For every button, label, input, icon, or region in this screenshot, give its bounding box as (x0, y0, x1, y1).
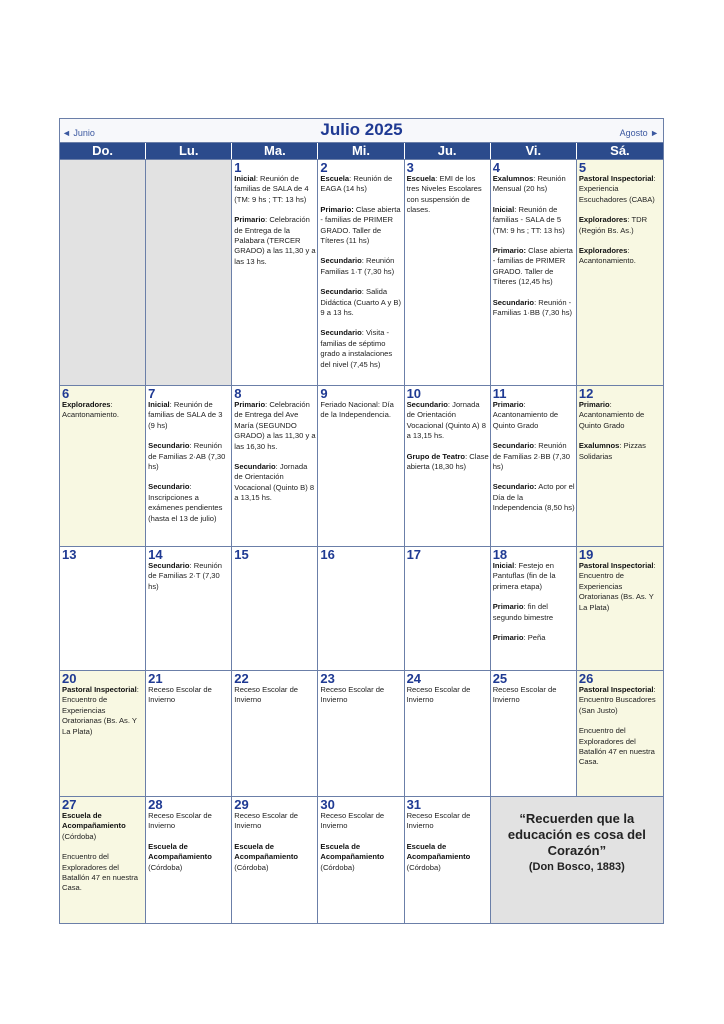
day-cell[interactable] (405, 386, 491, 546)
event-label: Pastoral Inspectorial (578, 685, 654, 694)
event-text: : Jornada de Orientación Vocacional (Quinto A) 8 a 13,15 hs. (406, 400, 486, 441)
day-cell[interactable] (405, 160, 491, 385)
day-cell[interactable] (491, 547, 577, 670)
event-text: : Reunión Familias 1·T (7,30 hs) (320, 256, 395, 276)
event-text: : Reunión de EAGA (14 hs) (320, 174, 393, 194)
event-entry (579, 400, 662, 431)
event-text: : TDR (Región Bs. As.) (578, 215, 648, 235)
day-cell[interactable] (232, 386, 318, 546)
day-cell[interactable] (232, 547, 318, 670)
event-text: : Reunión - Familias 1·BB (7,30 hs) (492, 297, 573, 318)
event-entry (234, 811, 316, 832)
day-number: 17 (406, 547, 422, 562)
event-label: Primario (234, 400, 266, 409)
event-text: : Reunión de familias de SALA de 4 (TM: 9 hs ; TT: 13 hs) (234, 174, 309, 204)
weekday-label: Ju. (405, 143, 491, 159)
event-text: : Pizzas Solidarias (578, 441, 646, 461)
event-label: Exploradores (578, 215, 628, 225)
event-text: : fin del segundo bimestre (492, 602, 554, 622)
day-cell[interactable] (60, 671, 146, 796)
event-text: Encuentro del Exploradores del Batallón 47 en nuestra Casa. (578, 726, 655, 767)
event-label: Secundario (234, 462, 276, 472)
event-text: : Encuentro de Experiencias Oratorianas (Bs. As. Y La Plata) (578, 561, 656, 612)
event-label: Secundario (492, 297, 535, 307)
event-label: Escuela de Acompañamiento (320, 841, 385, 862)
event-label: Primario (492, 400, 524, 409)
event-label: Inicial (148, 400, 170, 409)
event-entry (493, 246, 575, 288)
event-text: Receso Escolar de Invierno (234, 685, 299, 705)
quote-text: “Recuerden que la educación es cosa del Corazón” (507, 811, 646, 858)
event-entry (320, 174, 402, 195)
empty-day-cell (146, 160, 232, 385)
day-number: 22 (234, 671, 249, 686)
event-entry (493, 685, 575, 706)
day-cell[interactable] (60, 797, 146, 923)
event-entry (579, 246, 662, 267)
day-cell[interactable] (232, 671, 318, 796)
event-text: : Salida Didáctica (Cuarto A y B) 9 a 13 hs. (320, 287, 402, 318)
event-entry (148, 561, 230, 592)
event-text: : Acantonamiento. (62, 400, 119, 420)
week-row (60, 546, 663, 670)
day-number: 3 (406, 160, 414, 175)
day-cell[interactable] (146, 547, 232, 670)
event-label: Inicial (492, 204, 515, 214)
day-number: 12 (578, 386, 594, 401)
event-text: : EMI de los tres Niveles Escolares con suspensión de clases. (406, 174, 482, 215)
event-text: Receso Escolar de Invierno (320, 685, 385, 705)
day-cell[interactable] (318, 160, 404, 385)
event-entry (407, 811, 489, 832)
event-text: Receso Escolar de Invierno (492, 685, 557, 705)
event-label: Secundario (148, 441, 190, 451)
event-entry (234, 174, 316, 205)
event-text: : Acantonamiento. (578, 246, 636, 266)
day-number: 30 (320, 797, 335, 812)
event-entry (493, 400, 575, 431)
event-text: Receso Escolar de Invierno (406, 811, 471, 831)
weekday-label: Mi. (318, 143, 404, 159)
day-cell[interactable] (146, 671, 232, 796)
event-label: Secundario (148, 482, 190, 492)
event-text: : Experiencia Escuchadores (CABA) (578, 174, 656, 204)
day-number: 29 (234, 797, 249, 812)
event-entry (493, 482, 575, 513)
event-entry (493, 633, 575, 643)
week-row (60, 796, 663, 923)
event-text: : Reunión Mensual (20 hs) (492, 174, 566, 194)
week-row (60, 159, 663, 385)
event-text: Clase abierta - familias de PRIMER GRADO. Taller de Títeres (12,45 hs) (492, 246, 573, 287)
day-cell[interactable] (318, 386, 404, 546)
event-text: Receso Escolar de Invierno (234, 811, 299, 831)
event-entry (407, 685, 489, 706)
event-label: Grupo de Teatro (406, 451, 466, 461)
event-entry (148, 400, 230, 431)
day-cell[interactable] (232, 797, 318, 923)
event-text: (Córdoba) (234, 862, 269, 872)
day-number: 13 (62, 547, 77, 562)
empty-day-cell (60, 160, 146, 385)
event-entry (579, 685, 662, 716)
event-entry (320, 811, 402, 832)
event-label: Exalumnos (492, 174, 534, 183)
event-label: Inicial (492, 561, 515, 570)
event-label: Exploradores (62, 400, 111, 409)
event-entry (320, 256, 402, 277)
weekday-label: Ma. (232, 143, 318, 159)
event-text: Receso Escolar de Invierno (148, 811, 212, 831)
event-entry (579, 174, 662, 205)
day-cell[interactable] (577, 160, 663, 385)
day-number: 9 (320, 386, 328, 401)
day-cell[interactable] (491, 386, 577, 546)
event-entry (148, 842, 230, 873)
event-label: Secundario: (492, 482, 537, 492)
event-text: (Córdoba) (148, 862, 183, 872)
weekday-label: Lu. (146, 143, 232, 159)
event-text: : Inscripciones a exámenes pendientes (hasta el 13 de julio) (148, 482, 223, 523)
day-number: 11 (492, 386, 507, 401)
event-text: : Peña (523, 633, 546, 643)
event-entry (234, 842, 316, 873)
event-entry (579, 441, 662, 462)
event-text: Receso Escolar de Invierno (406, 685, 471, 705)
event-text: : Encuentro de Experiencias Oratorianas (Bs. As. Y La Plata) (62, 685, 139, 736)
event-text: : Festejo en Pantuflas (fin de la primera etapa) (492, 561, 556, 591)
event-entry (148, 441, 230, 472)
event-text: Acto por el Día de la Independencia (8,50 hs) (492, 482, 575, 513)
event-entry (62, 852, 144, 894)
event-entry (493, 298, 575, 319)
event-entry (62, 811, 144, 842)
event-text: Encuentro del Exploradores del Batallón 47 en nuestra Casa. (62, 852, 138, 893)
week-row (60, 670, 663, 796)
event-entry (579, 561, 662, 613)
event-entry (234, 215, 316, 267)
day-number: 19 (578, 547, 594, 562)
event-text: (Córdoba) (62, 831, 97, 841)
event-label: Secundario (320, 328, 362, 338)
event-label: Exalumnos (578, 441, 620, 451)
day-cell[interactable] (146, 386, 232, 546)
event-label: Pastoral Inspectorial (62, 685, 137, 694)
event-label: Primario (492, 633, 524, 643)
event-label: Escuela de Acompañamiento (234, 841, 298, 862)
event-entry (62, 400, 144, 421)
day-number: 27 (62, 797, 77, 812)
event-entry (493, 441, 575, 472)
day-number: 24 (406, 671, 422, 686)
event-text: : Reunión de familias de SALA de 3 (9 hs) (148, 400, 223, 430)
day-cell[interactable] (491, 671, 577, 796)
day-cell[interactable] (577, 547, 663, 670)
event-label: Secundario (320, 287, 362, 297)
day-number: 2 (320, 160, 328, 175)
event-entry (320, 328, 402, 370)
event-label: Escuela de Acompañamiento (406, 841, 471, 862)
weekday-label: Sá. (610, 143, 630, 158)
day-number: 20 (62, 671, 77, 686)
event-entry (493, 174, 575, 195)
event-text: Receso Escolar de Invierno (148, 685, 212, 705)
month-title: Julio 2025 (320, 120, 403, 139)
event-label: Primario: (492, 246, 527, 256)
day-number: 26 (578, 671, 594, 686)
day-number: 16 (320, 547, 335, 562)
event-entry (407, 452, 489, 473)
day-cell[interactable] (405, 671, 491, 796)
weekday-label: Do. (60, 143, 146, 159)
event-entry (148, 685, 230, 706)
event-entry (234, 685, 316, 706)
day-cell[interactable] (60, 386, 146, 546)
day-number: 5 (578, 160, 587, 175)
day-cell[interactable] (491, 160, 577, 385)
event-label: Escuela de Acompañamiento (148, 841, 212, 862)
day-number: 4 (492, 160, 500, 175)
quote-box (491, 797, 663, 923)
weekday-header (60, 143, 663, 159)
event-entry (234, 400, 316, 452)
event-text: : Reunión de Familias 2·T (7,30 hs) (148, 561, 223, 591)
event-entry (234, 462, 316, 504)
calendar-grid (60, 159, 663, 923)
day-cell[interactable] (232, 160, 318, 385)
event-label: Secundario (406, 400, 448, 409)
event-entry (407, 400, 489, 442)
event-text: : Reunión de Familias 2·AB (7,30 hs) (148, 441, 226, 472)
event-text: : Reunión de Familias 2·BB (7,30 hs) (492, 441, 570, 472)
day-cell[interactable] (405, 547, 491, 670)
event-label: Escuela de Acompañamiento (62, 811, 126, 831)
event-entry (320, 287, 402, 318)
day-cell[interactable] (318, 671, 404, 796)
week-row (60, 385, 663, 546)
event-text: : Acantonamiento de Quinto Grado (492, 400, 559, 430)
event-entry (62, 685, 144, 737)
event-label: Primario (492, 602, 524, 612)
event-text: (Córdoba) (406, 862, 441, 872)
event-entry (579, 215, 662, 236)
day-number: 21 (148, 671, 163, 686)
event-text: : Reunión de familias - SALA de 5 (TM: 9 hs ; TT: 13 hs) (492, 204, 565, 235)
calendar-header (60, 119, 663, 143)
day-cell[interactable] (577, 386, 663, 546)
event-entry (493, 561, 575, 592)
event-text: : Acantonamiento de Quinto Grado (578, 400, 645, 430)
event-entry (320, 842, 402, 873)
event-text: : Encuentro Buscadores (San Justo) (578, 685, 656, 715)
event-label: Secundario (320, 256, 362, 266)
event-entry (320, 400, 402, 421)
day-cell[interactable] (577, 671, 663, 796)
event-text: Feriado Nacional: Día de la Independencia. (320, 400, 394, 420)
event-text: Receso Escolar de Invierno (320, 811, 385, 831)
event-entry (493, 602, 575, 623)
day-cell[interactable] (318, 797, 404, 923)
event-text: : Clase abierta (18,30 hs) (406, 451, 489, 472)
day-number: 31 (406, 797, 422, 812)
event-text: : Celebración de Entrega del Ave María (SEGUNDO GRADO) a las 11,30 y a las 16,30 hs. (234, 400, 316, 451)
event-label: Inicial (234, 174, 256, 183)
event-text: : Visita - familias de séptimo grado a instalaciones del nivel (7,45 hs) (320, 328, 393, 369)
event-label: Pastoral Inspectorial (578, 561, 654, 570)
calendar (59, 118, 664, 924)
day-number: 10 (406, 386, 422, 401)
event-label: Primario (234, 215, 266, 225)
event-entry (579, 726, 662, 768)
event-text: : Jornada de Orientación Vocacional (Quinto B) 8 a 13,15 hs. (234, 462, 315, 503)
weekday-label: Vi. (491, 143, 577, 159)
day-number: 18 (492, 547, 508, 562)
event-entry (407, 174, 489, 216)
day-cell[interactable] (146, 797, 232, 923)
day-number: 1 (234, 160, 242, 175)
day-number: 15 (234, 547, 249, 562)
event-entry (407, 842, 489, 873)
event-label: Pastoral Inspectorial (578, 174, 654, 183)
event-entry (148, 482, 230, 524)
day-number: 23 (320, 671, 335, 686)
event-text: Clase abierta - familias de PRIMER GRADO. Taller de Títeres (11 hs) (320, 204, 401, 246)
day-number: 28 (148, 797, 163, 812)
day-cell[interactable] (318, 547, 404, 670)
day-cell[interactable] (405, 797, 491, 923)
day-number: 14 (148, 547, 163, 562)
event-label: Primario: (320, 204, 354, 214)
event-entry (320, 685, 402, 706)
quote-author: (Don Bosco, 1883) (528, 861, 625, 873)
event-entry (493, 205, 575, 236)
day-number: 6 (62, 386, 70, 401)
event-label: Escuela (320, 174, 350, 183)
event-label: Primario (578, 400, 610, 409)
day-number: 25 (492, 671, 508, 686)
event-entry (320, 205, 402, 247)
event-label: Secundario (148, 561, 190, 570)
event-entry (148, 811, 230, 832)
prev-month-link[interactable]: ◄ Junio (62, 128, 95, 138)
day-number: 7 (148, 386, 156, 401)
event-text: (Córdoba) (320, 862, 355, 872)
event-label: Secundario (492, 441, 535, 451)
event-text: : Celebración de Entrega de la Palabara (TERCER GRADO) a las 11,30 y a las 13 hs. (234, 215, 316, 266)
day-number: 8 (234, 386, 242, 401)
next-month-link[interactable]: Agosto ► (619, 128, 659, 138)
event-label: Escuela (406, 174, 436, 183)
event-label: Exploradores (578, 246, 628, 256)
day-cell[interactable] (60, 547, 146, 670)
